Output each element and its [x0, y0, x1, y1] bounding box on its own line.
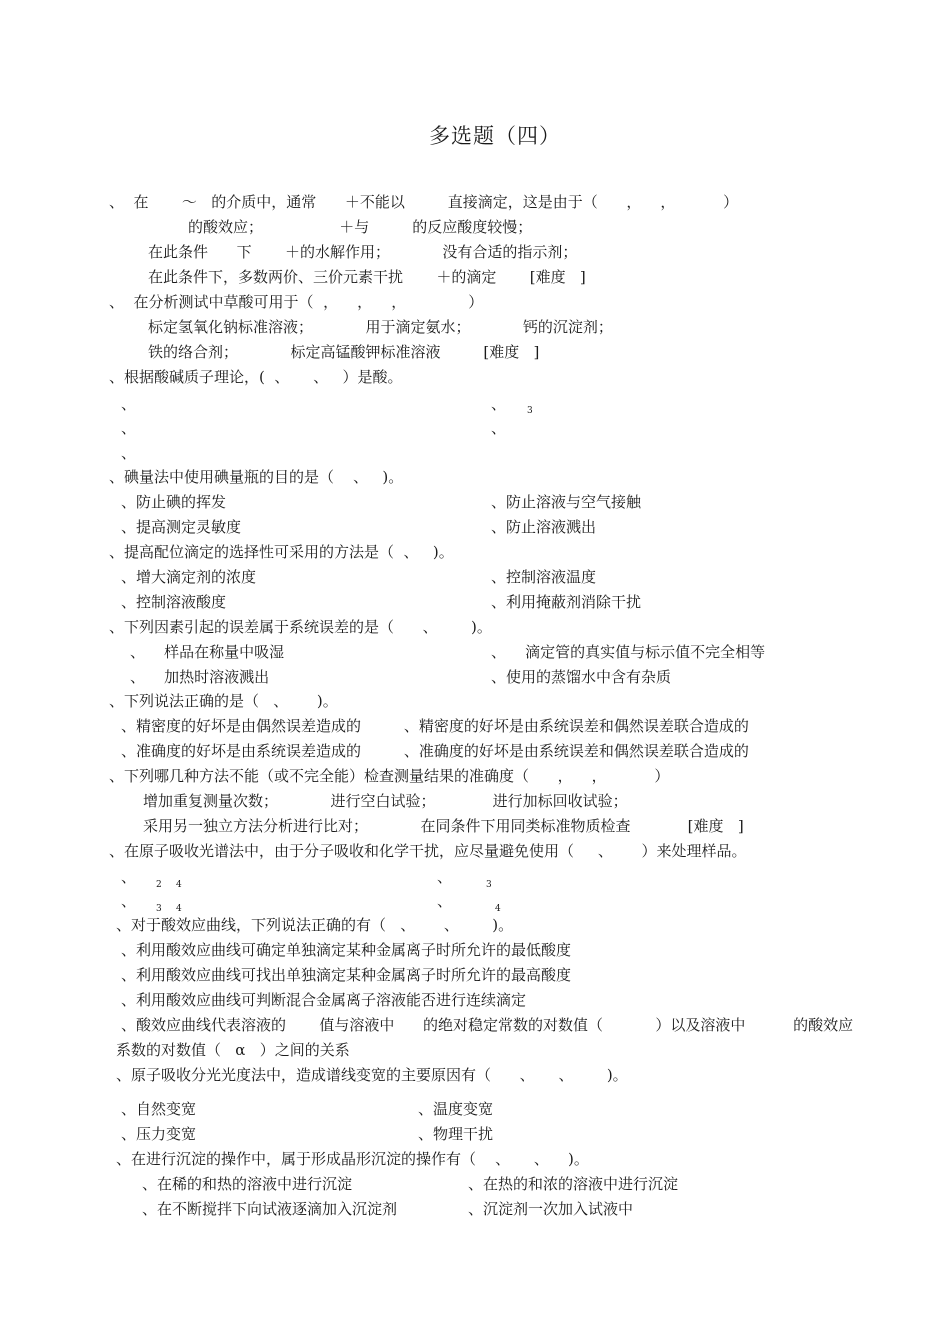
text-line: 系数的对数值（ α ）之间的关系 — [116, 1041, 350, 1059]
subscript-text: 3 4 — [156, 904, 182, 914]
text-line: 、 — [121, 395, 137, 413]
text-line: 、控制溶液温度 — [491, 568, 597, 586]
text-line: 、 — [437, 868, 453, 886]
text-line: 、在稀的和热的溶液中进行沉淀 — [142, 1175, 353, 1193]
text-line: 的酸效应； ＋与 的反应酸度较慢； — [188, 218, 533, 236]
text-line: 、对于酸效应曲线，下列说法正确的有（ 、 、 )。 — [116, 916, 514, 934]
text-line: 、温度变宽 — [418, 1100, 494, 1118]
text-line: 在此条件下，多数两价、三价元素干扰 ＋的滴定 [难度 ] — [148, 268, 586, 286]
text-line: 、准确度的好坏是由系统误差造成的 、准确度的好坏是由系统误差和偶然误差联合造成的 — [121, 742, 749, 760]
text-line: 、下列因素引起的误差属于系统误差的是（ 、 )。 — [109, 618, 492, 636]
text-line: 在此条件 下 ＋的水解作用； 没有合适的指示剂； — [148, 243, 578, 261]
text-line: 、增大滴定剂的浓度 — [121, 568, 257, 586]
text-line: 、自然变宽 — [121, 1100, 197, 1118]
text-line: 、精密度的好坏是由偶然误差造成的 、精密度的好坏是由系统误差和偶然误差联合造成的 — [121, 717, 749, 735]
text-line: 标定氢氧化钠标准溶液； 用于滴定氨水； 钙的沉淀剂； — [148, 318, 613, 336]
text-line: 、在不断搅拌下向试液逐滴加入沉淀剂 — [142, 1200, 398, 1218]
text-line: 、酸效应曲线代表溶液的 值与溶液中 的绝对稳定常数的对数值（ ）以及溶液中 的酸效应 — [121, 1016, 854, 1034]
text-line: 、下列说法正确的是（ 、 )。 — [109, 692, 338, 710]
text-line: 、物理干扰 — [418, 1125, 494, 1143]
text-line: 、沉淀剂一次加入试液中 — [468, 1200, 634, 1218]
text-line: 增加重复测量次数； 进行空白试验； 进行加标回收试验； — [143, 792, 628, 810]
text-line: 、 — [491, 419, 507, 437]
subscript-text: 4 — [495, 904, 501, 914]
text-line: 、 — [491, 395, 507, 413]
text-line: 、提高配位滴定的选择性可采用的方法是（ 、 )。 — [109, 543, 454, 561]
text-line: 、利用酸效应曲线可确定单独滴定某种金属离子时所允许的最低酸度 — [121, 941, 572, 959]
text-line: 、 样品在称量中吸湿 — [130, 643, 285, 661]
text-line: 、 加热时溶液溅出 — [130, 668, 270, 686]
subscript-text: 3 — [527, 406, 533, 416]
text-line: 、防止溶液与空气接触 — [491, 493, 642, 511]
text-line: 、在原子吸收光谱法中，由于分子吸收和化学干扰，应尽量避免使用（ 、 ）来处理样品。 — [109, 842, 747, 860]
text-line: 采用另一独立方法分析进行比对； 在同条件下用同类标准物质检查 [难度 ] — [143, 817, 744, 835]
text-line: 、根据酸碱质子理论，( 、 、 ）是酸。 — [109, 368, 403, 386]
text-line: 、利用酸效应曲线可判断混合金属离子溶液能否进行连续滴定 — [121, 991, 527, 1009]
text-line: 、控制溶液酸度 — [121, 593, 227, 611]
text-line: 、原子吸收分光光度法中，造成谱线变宽的主要原因有（ 、 、 )。 — [116, 1066, 628, 1084]
text-line: 、 — [121, 444, 137, 462]
text-line: 、 — [437, 892, 453, 910]
text-line: 、 — [121, 868, 137, 886]
text-line: 、下列哪几种方法不能（或不完全能）检查测量结果的准确度（ ， ， ） — [109, 767, 670, 785]
text-line: 、 — [121, 419, 137, 437]
text-line: 、压力变宽 — [121, 1125, 197, 1143]
text-line: 、利用掩蔽剂消除干扰 — [491, 593, 642, 611]
text-line: 、防止溶液溅出 — [491, 518, 597, 536]
text-line: 、 — [121, 892, 137, 910]
text-line: 、 在分析测试中草酸可用于（ ， ， ， ） — [109, 293, 484, 311]
text-line: 、在进行沉淀的操作中，属于形成晶形沉淀的操作有（ 、 、 )。 — [116, 1150, 589, 1168]
text-line: 、利用酸效应曲线可找出单独滴定某种金属离子时所允许的最高酸度 — [121, 966, 572, 984]
text-line: 、碘量法中使用碘量瓶的目的是（ 、 )。 — [109, 468, 404, 486]
text-line: 、提高测定灵敏度 — [121, 518, 242, 536]
text-line: 、防止碘的挥发 — [121, 493, 227, 511]
text-line: 、使用的蒸馏水中含有杂质 — [491, 668, 672, 686]
text-line: 、 在 ～ 的介质中，通常 ＋不能以 直接滴定，这是由于（ ， ， ） — [109, 193, 739, 211]
text-line: 、在热的和浓的溶液中进行沉淀 — [468, 1175, 679, 1193]
text-line: 铁的络合剂； 标定高锰酸钾标准溶液 [难度 ] — [148, 343, 540, 361]
page-title: 多选题（四） — [429, 124, 561, 148]
text-line: 、 滴定管的真实值与标示值不完全相等 — [491, 643, 766, 661]
subscript-text: 2 4 — [156, 880, 182, 890]
subscript-text: 3 — [486, 880, 492, 890]
